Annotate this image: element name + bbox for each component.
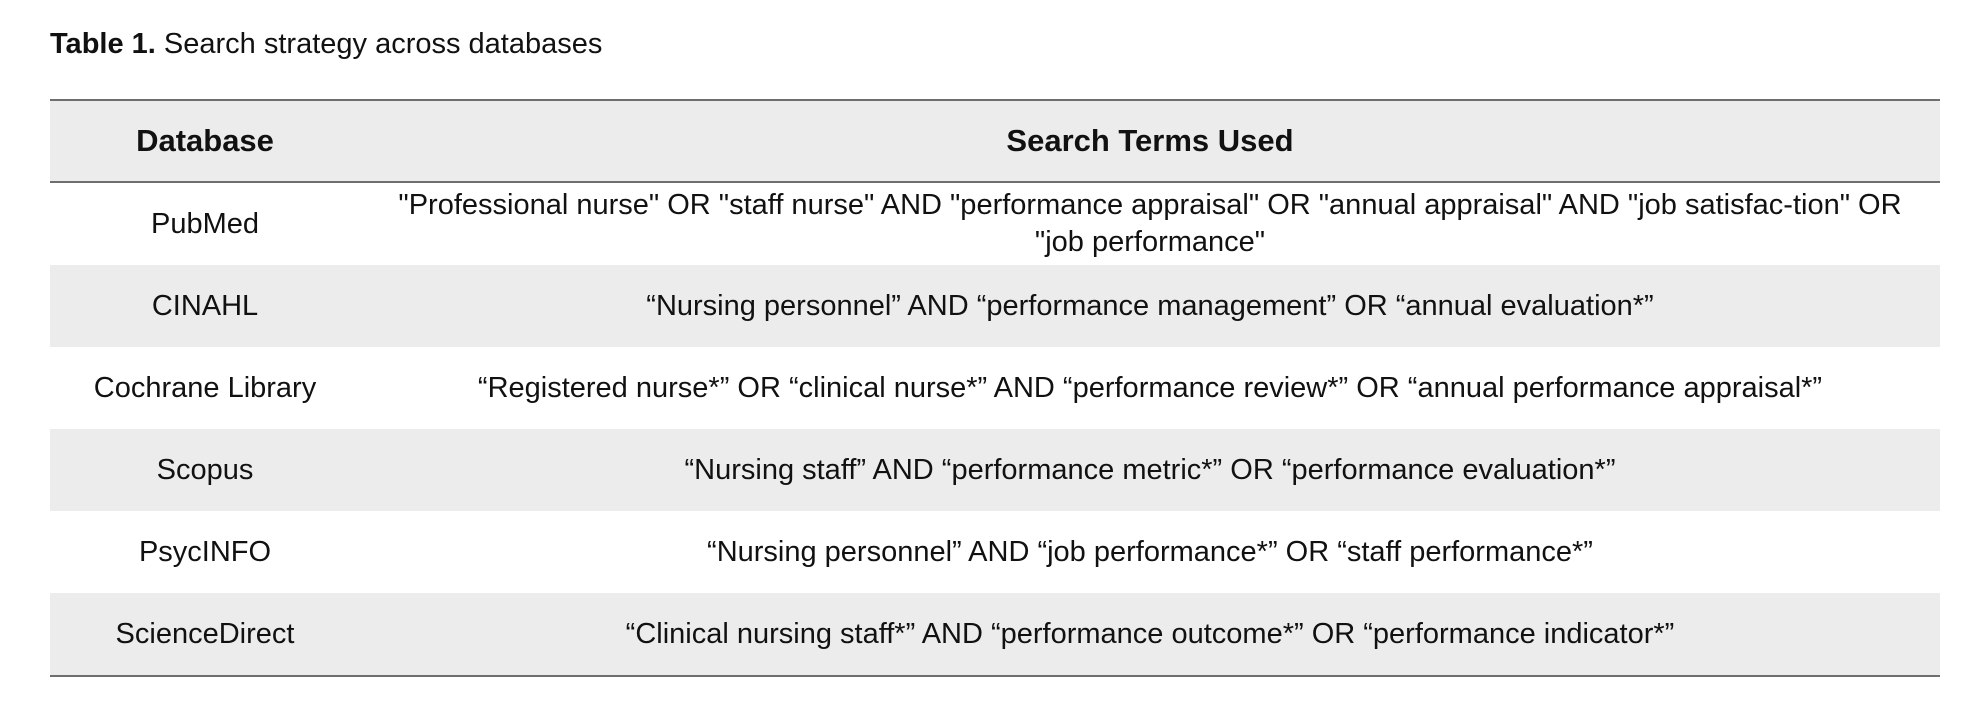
search-terms-cell: “Nursing personnel” AND “performance management” OR “annual evaluation*” <box>646 289 1654 322</box>
search-terms-cell: “Nursing staff” AND “performance metric*” OR “performance evaluation*” <box>684 453 1616 486</box>
database-cell: ScienceDirect <box>115 617 295 650</box>
table-row <box>50 347 1940 429</box>
column-header-search-terms: Search Terms Used <box>1006 123 1294 158</box>
database-cell: Cochrane Library <box>93 371 317 404</box>
table-caption-label: Table 1. <box>50 28 156 60</box>
database-cell: PubMed <box>150 207 259 240</box>
table-row <box>50 429 1940 511</box>
table-caption-text: Search strategy across databases <box>163 28 603 60</box>
search-terms-cell: “Nursing personnel” AND “job performance*” OR “staff performance*” <box>707 535 1593 568</box>
search-strategy-table <box>50 99 1940 677</box>
table-row <box>50 182 1940 265</box>
column-header-database: Database <box>136 123 274 158</box>
search-terms-cell: “Clinical nursing staff*” AND “performance outcome*” OR “performance indicator*” <box>625 617 1675 650</box>
database-cell: Scopus <box>156 453 254 486</box>
database-cell: PsycINFO <box>138 535 272 568</box>
table-row <box>50 511 1940 593</box>
search-terms-cell: "Professional nurse" OR "staff nurse" AND "performance appraisal" OR "annual appraisal" AND "job satisfac-tion" OR "job performance" <box>398 189 1902 258</box>
table-row <box>50 593 1940 676</box>
table-caption <box>50 26 602 62</box>
table-header-row <box>50 100 1940 182</box>
table-row <box>50 265 1940 347</box>
database-cell: CINAHL <box>151 289 259 322</box>
search-terms-cell: “Registered nurse*” OR “clinical nurse*” AND “performance review*” OR “annual performance appraisal*” <box>477 371 1823 404</box>
